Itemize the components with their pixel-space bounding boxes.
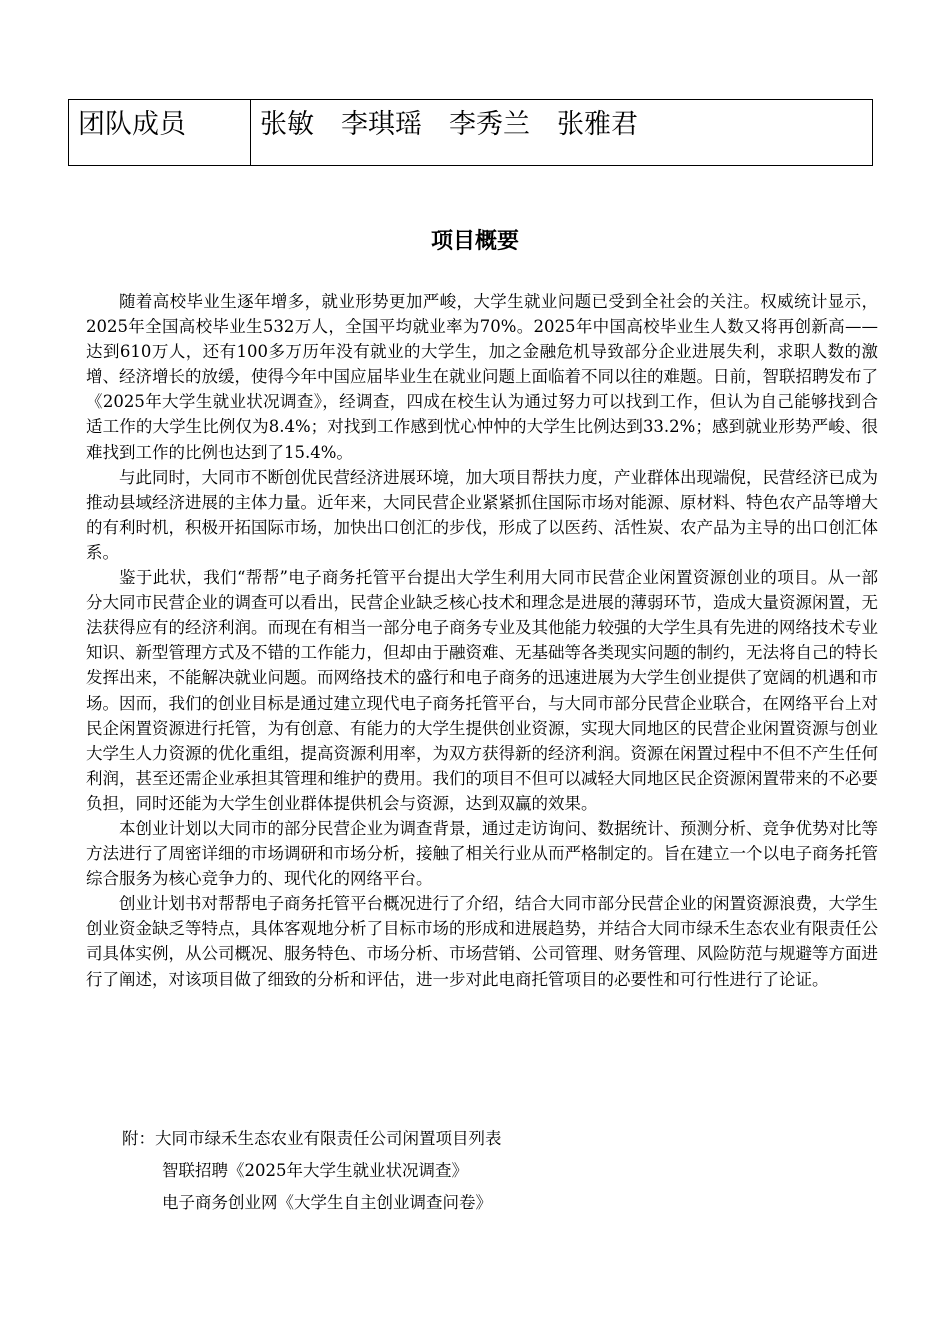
team-row xyxy=(69,100,873,166)
team-member: 李琪瑶 xyxy=(341,109,422,140)
summary-title: 项目概要 xyxy=(430,228,519,254)
summary-paragraph: 随着高校毕业生逐年增多，就业形势更加严峻，大学生就业问题已受到全社会的关注。权威统计显示，2025年全国高校毕业生532万人，全国平均就业率为70%。2025年中国高校毕业生人数又将再创新高——达到610万人，还有100多万历年没有就业的大学生，加之金融危机导致部分企业进展失利，求职人数的激增、经济增长的放缓，使得今年中国应届毕业生在就业问题上面临着不同以往的难题。日前，智联招聘发布了《2025年大学生就业状况调查》，经调查，四成在校生认为通过努力可以找到工作，但认为自己能够找到合适工作的大学生比例仅为8.4%；对找到工作感到忧心忡忡的大学生比例达到33.2%；感到就业形势严峻、很难找到工作的比例也达到了15.4%。 xyxy=(86,292,878,462)
team-label-cell xyxy=(69,100,251,166)
team-member: 张雅君 xyxy=(557,109,638,140)
team-member: 张敏 xyxy=(260,109,314,140)
team-label: 团队成员 xyxy=(78,109,186,140)
team-members xyxy=(251,100,872,140)
summary-paragraph: 创业计划书对帮帮电子商务托管平台概况进行了介绍，结合大同市部分民营企业的闲置资源浪费，大学生创业资金缺乏等特点，具体客观地分析了目标市场的形成和进展趋势，并结合大同市绿禾生态农业有限责任公司具体实例，从公司概况、服务特色、市场分析、市场营销、公司管理、财务管理、风险防范与规避等方面进行了阐述，对该项目做了细致的分析和评估，进一步对此电商托管项目的必要性和可行性进行了论证。 xyxy=(86,894,878,989)
team-member: 李秀兰 xyxy=(449,109,530,140)
team-members-cell xyxy=(251,100,873,166)
appendix-item: 智联招聘《2025年大学生就业状况调查》 xyxy=(162,1161,468,1180)
summary-paragraph: 本创业计划以大同市的部分民营企业为调查背景，通过走访询问、数据统计、预测分析、竞争优势对比等方法进行了周密详细的市场调研和市场分析，接触了相关行业从而严格制定的。旨在建立一个以电子商务托管综合服务为核心竞争力的、现代化的网络平台。 xyxy=(86,818,878,889)
appendix-item: 电子商务创业网《大学生自主创业调查问卷》 xyxy=(162,1193,492,1212)
summary-body xyxy=(86,289,878,992)
team-table xyxy=(68,99,873,166)
summary-paragraph: 与此同时，大同市不断创优民营经济进展环境，加大项目帮扶力度，产业群体出现端倪，民营经济已成为推动县域经济进展的主体力量。近年来，大同民营企业紧紧抓住国际市场对能源、原材料、特色农产品等增大的有利时机，积极开拓国际市场，加快出口创汇的步伐，形成了以医药、活性炭、农产品为主导的出口创汇体系。 xyxy=(86,467,878,562)
appendix-item: 附：大同市绿禾生态农业有限责任公司闲置项目列表 xyxy=(122,1129,502,1148)
summary-paragraph: 鉴于此状，我们“帮帮”电子商务托管平台提出大学生利用大同市民营企业闲置资源创业的项目。从一部分大同市民营企业的调查可以看出，民营企业缺乏核心技术和理念是进展的薄弱环节，造成大量资源闲置，无法获得应有的经济利润。而现在有相当一部分电子商务专业及其他能力较强的大学生具有先进的网络技术专业知识、新型管理方式及不错的工作能力，但却由于融资难、无基础等各类现实问题的制约，无法将自己的特长发挥出来，不能解决就业问题。而网络技术的盛行和电子商务的迅速进展为大学生创业提供了宽阔的机遇和市场。因而，我们的创业目标是通过建立现代电子商务托管平台，与大同市部分民营企业联合，在网络平台上对民企闲置资源进行托管，为有创意、有能力的大学生提供创业资源，实现大同地区的民营企业闲置资源与创业大学生人力资源的优化重组，提高资源利用率，为双方获得新的经济利润。资源在闲置过程中不但不产生任何利润，甚至还需企业承担其管理和维护的费用。我们的项目不但可以减轻大同地区民企资源闲置带来的不必要负担，同时还能为大学生创业群体提供机会与资源，达到双赢的效果。 xyxy=(86,568,878,813)
appendix xyxy=(122,1123,842,1219)
